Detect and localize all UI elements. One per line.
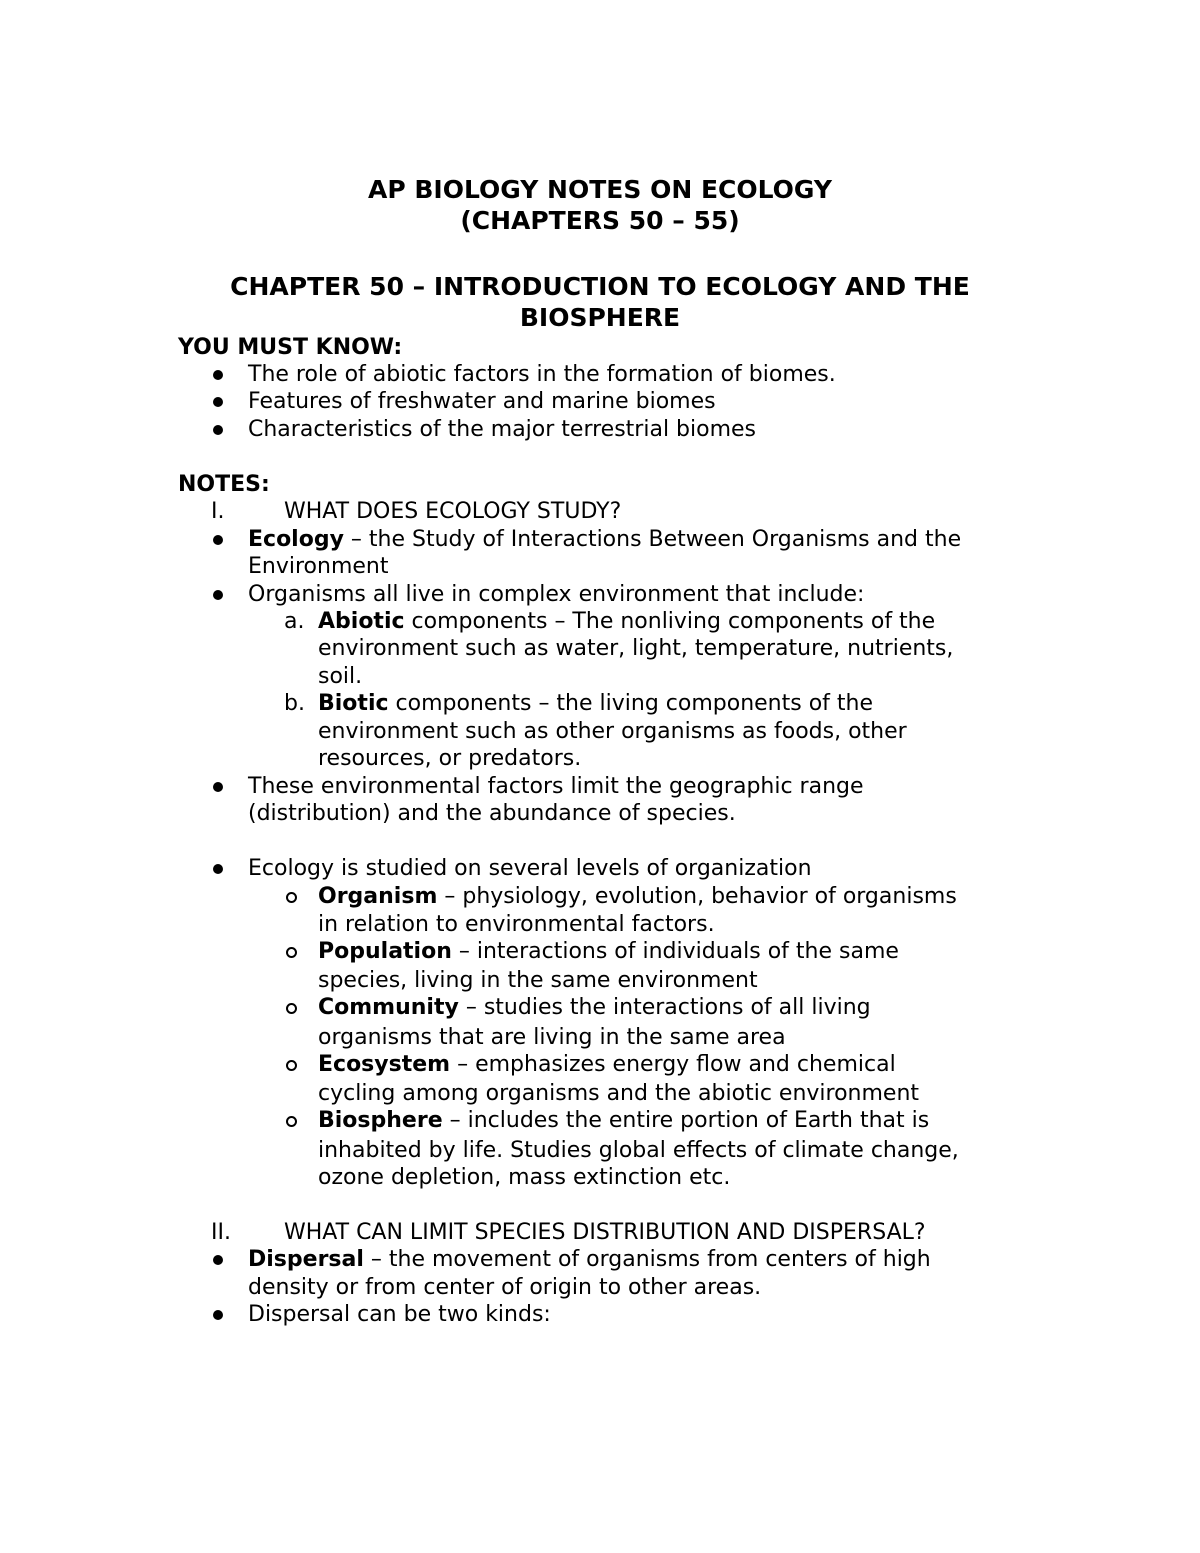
list-label: a.: [284, 609, 305, 634]
section-numeral: I.: [211, 499, 225, 524]
title-line-1: AP BIOLOGY NOTES ON ECOLOGY: [368, 175, 832, 204]
title-line-2: (CHAPTERS 50 – 55): [460, 206, 740, 235]
bullet-icon: [213, 1310, 223, 1320]
bullet-icon: [213, 782, 223, 792]
abiotic-definition-cont: environment such as water, light, temperature, nutrients,: [318, 636, 954, 661]
section-title: WHAT DOES ECOLOGY STUDY?: [284, 499, 622, 524]
bullet-icon: [213, 370, 223, 380]
level-population: Population – interactions of individuals of the same: [318, 939, 899, 964]
biotic-definition: Biotic components – the living components of the: [318, 691, 874, 716]
bullet-icon: [213, 535, 223, 545]
bullet-icon: [213, 1255, 223, 1265]
level-organism: Organism – physiology, evolution, behavior of organisms: [318, 884, 957, 909]
term: Abiotic: [318, 609, 405, 634]
level-biosphere-cont: ozone depletion, mass extinction etc.: [318, 1165, 731, 1190]
must-know-item: Features of freshwater and marine biomes: [248, 389, 716, 414]
levels-intro: Ecology is studied on several levels of organization: [248, 856, 812, 881]
limits-text: These environmental factors limit the geographic range: [248, 774, 864, 799]
biotic-definition-cont: environment such as other organisms as foods, other: [318, 719, 907, 744]
limits-text-cont: (distribution) and the abundance of species.: [248, 801, 736, 826]
level-population-cont: species, living in the same environment: [318, 968, 758, 993]
term: Ecology: [248, 527, 344, 552]
section-title: WHAT CAN LIMIT SPECIES DISTRIBUTION AND DISPERSAL?: [284, 1220, 926, 1245]
chapter-line-1: CHAPTER 50 – INTRODUCTION TO ECOLOGY AND THE: [230, 272, 970, 301]
circle-bullet-icon: [286, 1060, 297, 1071]
dispersal-definition: Dispersal – the movement of organisms from centers of high: [248, 1247, 931, 1272]
bullet-icon: [213, 864, 223, 874]
list-label: b.: [284, 691, 305, 716]
ecology-definition: Ecology – the Study of Interactions Between Organisms and the: [248, 527, 962, 552]
level-community-cont: organisms that are living in the same area: [318, 1025, 786, 1050]
circle-bullet-icon: [286, 1003, 297, 1014]
level-organism-cont: in relation to environmental factors.: [318, 912, 715, 937]
dispersal-kinds: Dispersal can be two kinds:: [248, 1302, 551, 1327]
must-know-item: Characteristics of the major terrestrial biomes: [248, 417, 757, 442]
section-numeral: II.: [211, 1220, 231, 1245]
notes-heading: NOTES:: [178, 472, 270, 497]
term: Organism: [318, 884, 438, 909]
level-biosphere: Biosphere – includes the entire portion of Earth that is: [318, 1108, 930, 1133]
bullet-icon: [213, 590, 223, 600]
document-title: [0, 174, 1200, 236]
bullet-icon: [213, 425, 223, 435]
abiotic-definition-cont: soil.: [318, 664, 363, 689]
dispersal-definition-cont: density or from center of origin to other areas.: [248, 1275, 762, 1300]
term: Biotic: [318, 691, 389, 716]
circle-bullet-icon: [286, 892, 297, 903]
level-ecosystem: Ecosystem – emphasizes energy flow and chemical: [318, 1052, 896, 1077]
bullet-icon: [213, 397, 223, 407]
organisms-intro: Organisms all live in complex environment that include:: [248, 582, 865, 607]
level-community: Community – studies the interactions of all living: [318, 995, 871, 1020]
must-know-item: The role of abiotic factors in the formation of biomes.: [248, 362, 836, 387]
circle-bullet-icon: [286, 947, 297, 958]
must-know-heading: YOU MUST KNOW:: [178, 335, 403, 360]
term: Biosphere: [318, 1108, 443, 1133]
term: Community: [318, 995, 459, 1020]
term: Population: [318, 939, 452, 964]
ecology-definition-cont: Environment: [248, 554, 389, 579]
biotic-definition-cont: resources, or predators.: [318, 746, 582, 771]
circle-bullet-icon: [286, 1116, 297, 1127]
term: Dispersal: [248, 1247, 364, 1272]
chapter-heading: [0, 271, 1200, 333]
level-ecosystem-cont: cycling among organisms and the abiotic environment: [318, 1081, 920, 1106]
level-biosphere-cont: inhabited by life. Studies global effects of climate change,: [318, 1138, 959, 1163]
term: Ecosystem: [318, 1052, 451, 1077]
abiotic-definition: Abiotic components – The nonliving components of the: [318, 609, 936, 634]
chapter-line-2: BIOSPHERE: [519, 303, 681, 332]
